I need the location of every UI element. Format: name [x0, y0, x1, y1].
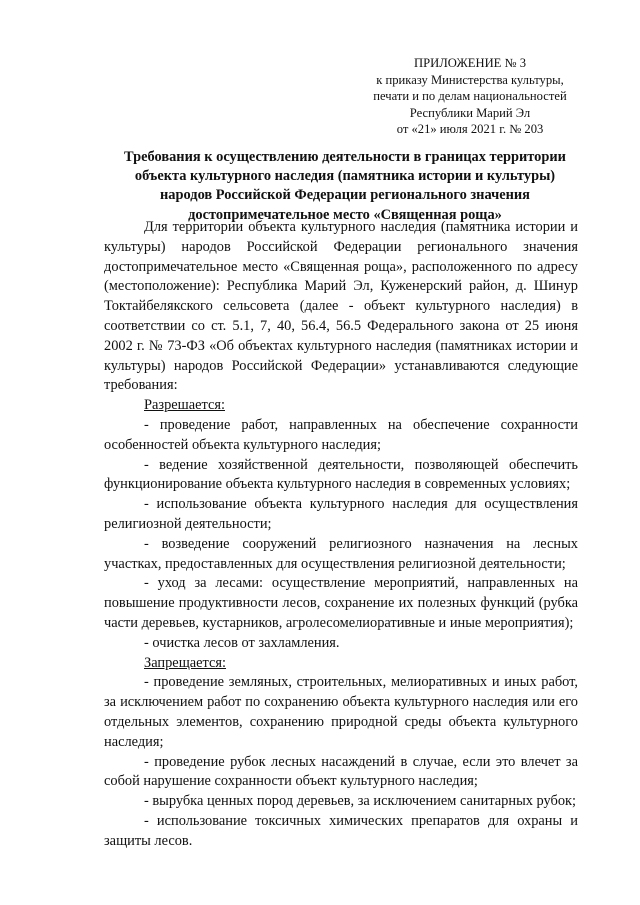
- document-body: [104, 218, 578, 852]
- forbidden-heading: Запрещается:: [144, 654, 227, 671]
- appendix-header: [355, 55, 585, 138]
- allowed-item: - ведение хозяйственной деятельности, позволяющей обеспечить функционирование объекта культурного наследия в современных условиях;: [104, 456, 578, 493]
- allowed-item: - использование объекта культурного наследия для осуществления религиозной деятельности;: [104, 496, 578, 532]
- intro-paragraph: Для территории объекта культурного наследия (памятника истории и культуры) народов Российской Федерации регионального значения достопримечательное место «Священная роща», расположенного по адресу (местоположение): Республика Марий Эл, Куженерский район, д. Шинур Токтайбелякского сельсовета (далее - объект культурного наследия) в соответствии со ст. 5.1, 7, 40, 56.4, 56.5 Федерального закона от 25 июня 2002 г. № 73-ФЗ «Об объектах культурного наследия (памятниках истории и культуры) народов Российской Федерации» устанавливаются следующие требования:: [104, 219, 578, 394]
- forbidden-item: - использование токсичных химических препаратов для охраны и защиты лесов.: [104, 812, 578, 849]
- allowed-item: - уход за лесами: осуществление мероприятий, направленных на повышение продуктивности лесов, сохранение их полезных функций (рубка части деревьев, кустарников, агролесомелиоративные и иные мероприятия);: [104, 575, 578, 631]
- title-line-1: Требования к осуществлению деятельности в границах территории: [124, 149, 566, 165]
- title-line-3: народов Российской Федерации регионального значения: [160, 187, 530, 204]
- appendix-republic-line: Республики Марий Эл: [409, 105, 531, 120]
- allowed-heading: Разрешается:: [144, 397, 225, 414]
- allowed-item: - возведение сооружений религиозного назначения на лесных участках, предоставленных для осуществления религиозной деятельности;: [104, 535, 578, 572]
- title-line-4: достопримечательное место «Священная роща»: [188, 206, 502, 223]
- forbidden-item: - вырубка ценных пород деревьев, за исключением санитарных рубок;: [144, 793, 577, 810]
- appendix-number: ПРИЛОЖЕНИЕ № 3: [414, 56, 526, 70]
- document-title: [95, 148, 595, 225]
- appendix-date-line: от «21» июля 2021 г. № 203: [396, 122, 544, 137]
- forbidden-item: - проведение земляных, строительных, мелиоративных и иных работ, за исключением работ по сохранению объекта культурного наследия или его отдельных элементов, сохранению природной среды объекта культурного наследия;: [104, 674, 578, 750]
- allowed-item: - проведение работ, направленных на обеспечение сохранности особенностей объекта культурного наследия;: [104, 416, 578, 453]
- appendix-order-line: к приказу Министерства культуры,: [376, 72, 564, 87]
- title-line-2: объекта культурного наследия (памятника истории и культуры): [134, 168, 556, 185]
- appendix-ministry-line: печати и по делам национальностей: [373, 89, 567, 104]
- allowed-item: - очистка лесов от захламления.: [144, 634, 340, 651]
- forbidden-item: - проведение рубок лесных насаждений в случае, если это влечет за собой нарушение сохранности объект культурного наследия;: [104, 753, 578, 790]
